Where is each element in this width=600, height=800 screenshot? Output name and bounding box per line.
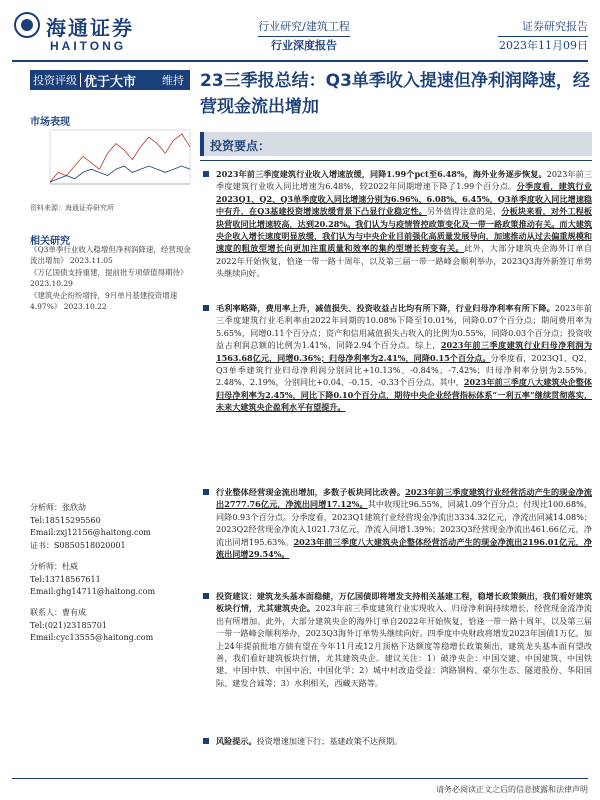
key-point-investment: 投资建议：建筑龙头基本面稳健，万亿国债即将增发支持相关基建工程，稳增长政策频出，我们看好建筑板块行情，尤其建筑央企。2023年前三季度建筑行业实现收入、归母净利润持续增长，经营现金流净流出有所增加。此外，大部分建筑央企的海外订单自2022年开始恢复，恰逢一带一路十周年，以及第三届一带一路峰会顺利举办，2023Q3海外订单势头继续向好。四季度中央财政将增发2023年国债1万亿，加上24年提前批地方债有望在今年11月或12月顶格下达额度等稳增长政策频出，建筑龙头基本面有望改善，我们看好建筑板块行情，尤其建筑央企。建议关注：1）破净央企：中国交建、中国建筑、中国铁建、中国中铁、中国中冶、中国化学；2）城中村改造受益：鸿路钢构、豪尔生态、隧道股份、华阳国际、建发合诚等；3）水利相关，西藏天路等。 bbox=[200, 590, 592, 689]
bullet-icon bbox=[203, 593, 209, 599]
analyst-block bbox=[30, 502, 192, 645]
header-category: 行业研究/建筑工程 bbox=[258, 18, 350, 37]
analyst-email[interactable]: Email:zxj12156@haitong.com bbox=[30, 528, 151, 538]
chart-frame bbox=[50, 130, 190, 184]
report-title: 23三季报总结：Q3单季收入提速但净利润降速，经营现金流出增加 bbox=[200, 71, 590, 117]
market-label: 市场表现 bbox=[30, 117, 70, 128]
logo-en: HAITONG bbox=[50, 39, 127, 53]
analyst-email[interactable]: Email:cyc13555@haitong.com bbox=[30, 633, 154, 643]
header-series-block bbox=[498, 18, 588, 55]
key-point-cashflow: 行业整体经营现金流出增加，多数子板块同比改善。2023年前三季度建筑行业经营活动产生的现金净流出2777.76亿元，净流出同增17.12%。其中收现比96.55%，同减1.09个百分点；付现比100.68%，同降0.93个百分点。分季度看，2023Q1建筑行业经营现金净流出3334.32亿元，净流出同减14.08%；2023Q2经营现金净流入1021.73亿元，净流入同增1.39%；2023Q3经营现金净流出461.66亿元，净流出同增195.63%。2023年前三季度八大建筑央企整体经营活动产生的现金净流出2196.01亿元，净流出同增29.54%。 bbox=[200, 486, 592, 560]
related-item[interactable]: 《建筑央企纷纷增持，9月单月基建投资增速4.97%》 2023.10.22 bbox=[30, 291, 178, 311]
analyst-email[interactable]: Email:ghg14711@haitong.com bbox=[30, 587, 156, 597]
analyst-name: 联系人：曹有成 bbox=[30, 607, 86, 617]
related-item[interactable]: 《万亿国债支持重建，提前批专项债值得期待》 2023.10.29 bbox=[30, 268, 188, 288]
related-label: 相关研究 bbox=[30, 236, 70, 247]
chart-series-line bbox=[50, 134, 190, 182]
header-series: 证券研究报告 bbox=[498, 18, 588, 37]
footer-rule bbox=[12, 778, 588, 779]
chart-series-line bbox=[50, 166, 190, 182]
bullet-icon bbox=[203, 171, 209, 177]
key-points-rule bbox=[200, 160, 592, 161]
rating-bar bbox=[30, 70, 190, 90]
footer-disclaimer: 请务必阅读正文之后的信息披露和法律声明 bbox=[436, 785, 588, 794]
analyst-name: 分析师：张欣劼 bbox=[30, 503, 86, 512]
analyst-tel: Tel:(021)23185701 bbox=[30, 620, 107, 630]
key-point-revenue: 2023年前三季度建筑行业收入增速放缓，同降1.99个pct至6.48%，海外业务逐步恢复。2023年前三季度建筑行业收入同比增速为6.48%，较2022年同期增速下降了1.99个百分点。分季度看，建筑行业2023Q1、Q2、Q3单季度收入同比增速分别为6.96%、6.08%、6.45%，Q3单季度收入同比增速稳中有升，在Q3基建投资增速放缓背景下凸显行业稳定性。另外值得注意的是，分板块来看，对外工程板块营收同比增速较高，达到20.28%。我们认为与疫情管控政策变化及一带一路政策推动有关。而大建筑央企收入增长速度明显放缓，我们认为与中央企业目前强化高质量发展导向，加速推动从过去偏重规模和速度的粗放型增长向更加注重质量和效率的集约型增长转变有关。此外，大部分建筑央企海外订单自2022年开始恢复，恰逢一带一路十周年，以及第三届一带一路峰会顺利举办，2023Q3海外新签订单势头继续向好。 bbox=[200, 168, 592, 280]
analyst-name: 分析师：杜威 bbox=[30, 561, 78, 571]
market-source: 资料来源：海通证券研究所 bbox=[30, 204, 114, 212]
bullet-icon bbox=[203, 738, 209, 744]
header-report-type: 行业深度报告 bbox=[271, 39, 337, 52]
bullet-icon bbox=[203, 489, 209, 495]
analyst-cert: 证书：S0850518020001 bbox=[30, 541, 126, 551]
key-points-heading: 投资要点： bbox=[200, 132, 592, 156]
rating-change: 维持 bbox=[162, 74, 184, 87]
rating-label: 投资评级 bbox=[33, 74, 77, 87]
market-chart bbox=[30, 128, 192, 198]
header-divider bbox=[12, 60, 588, 62]
header-category-block bbox=[258, 18, 350, 55]
logo-cn: 海通证券 bbox=[46, 16, 134, 40]
header-date: 2023年11月09日 bbox=[499, 39, 588, 52]
analyst-tel: Tel:18515295560 bbox=[30, 515, 101, 525]
bullet-icon bbox=[203, 305, 209, 311]
related-list bbox=[30, 244, 192, 313]
company-logo bbox=[14, 12, 144, 56]
related-item[interactable]: 《Q3单季行业收入稳增但净利润降速，经营现金流出增加》 2023.11.05 bbox=[30, 245, 191, 265]
key-point-risk: 风险提示。投资增速加速下行；基建政策不达预期。 bbox=[200, 735, 592, 747]
rating-value: 优于大市 bbox=[84, 74, 137, 90]
key-point-profit: 毛利率略降，费用率上升，减值损失、投资收益占比均有所下降，行业归母净利率有所下降。2023年前三季度建筑行业毛利率由2022年同期的10.08%下降至10.01%，同降0.07个百分点；期间费用率为5.65%，同增0.11个百分点；资产和信用减值损失占收入的比例为0.55%，同降0.03个百分点；投资收益占利润总额的比例为1.41%，同降2.94个百分点。综上，2023年前三季度建筑行业归母净利润为1563.68亿元，同增0.36%；归母净利率为2.41%，同降0.15个百分点。分季度看，2023Q1、Q2、Q3单季建筑行业归母净利润分别同比+10.13%、-0.84%、-7.42%；归母净利率分别为2.55%、2.48%、2.19%，分别同比+0.04、-0.15、-0.33个百分点。其中，2023年前三季度八大建筑央企整体归母净利率为2.45%，同比下降0.10个百分点，期待中央企业经营指标体系“一利五率”继续贯彻落实，未来大建筑央企盈利水平有望提升。 bbox=[200, 302, 592, 414]
analyst-tel: Tel:13718567611 bbox=[30, 574, 101, 584]
logo-mark-icon bbox=[14, 12, 40, 38]
